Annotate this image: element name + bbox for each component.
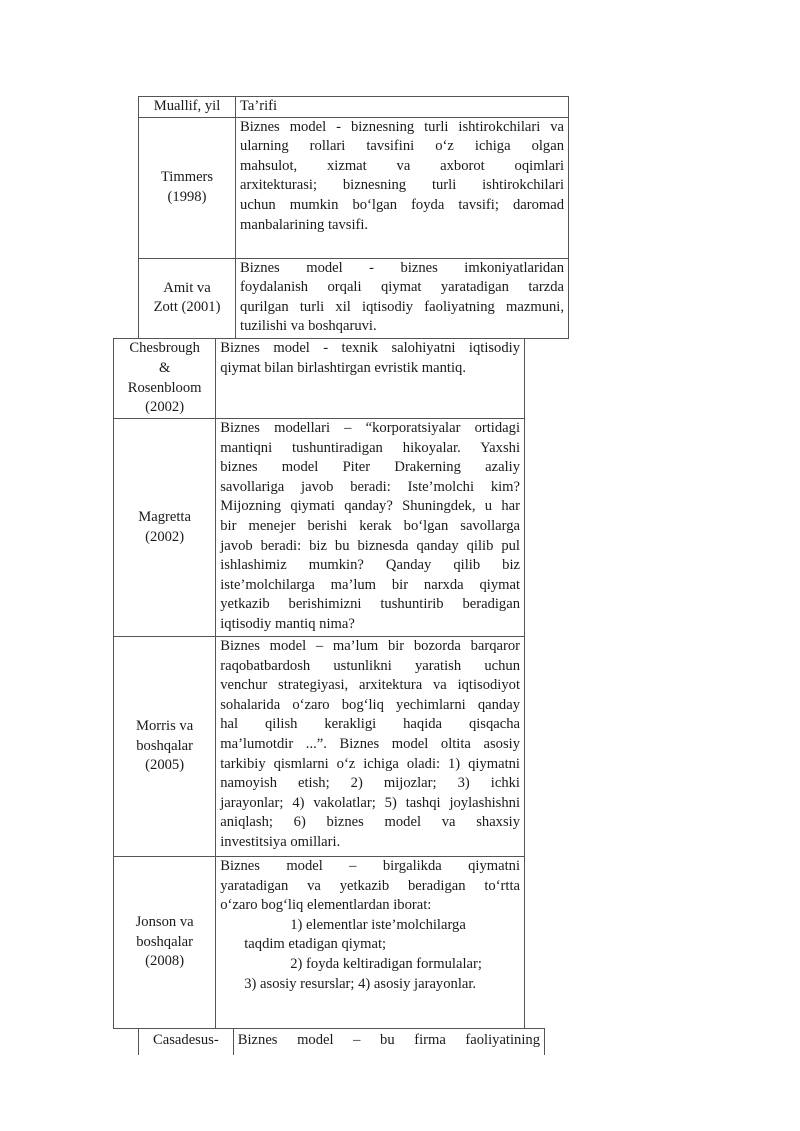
definition-line: hal qilish kerakligi haqida qisqacha bbox=[220, 716, 520, 733]
definition-line: ularning rollari tavsifini o‘z ichiga olgan bbox=[240, 138, 564, 155]
table-row bbox=[114, 637, 525, 857]
table-row bbox=[139, 258, 569, 338]
definition-cell bbox=[236, 258, 569, 338]
definition-cell bbox=[216, 419, 525, 637]
author-name: Morris va bbox=[136, 718, 194, 735]
definition-line: namoyish etish; 2) mijozlar; 3) ichki bbox=[220, 775, 520, 792]
definition-line: qurilgan turli xil iqtisodiy faoliyatning mazmuni, bbox=[240, 298, 564, 315]
definition-line: tuzilishi va boshqaruvi. bbox=[240, 318, 377, 335]
definition-cell bbox=[236, 117, 569, 258]
definition-line: iqtisodiy mantiq nima? bbox=[220, 615, 355, 632]
definition-line: venchur strategiyasi, arxitektura va iqtisodiyot bbox=[220, 677, 520, 694]
list-item: 1) elementlar iste’molchilarga bbox=[290, 916, 466, 933]
definition-line: savollariga javob beradi: Iste’molchi kim? bbox=[220, 478, 520, 495]
definition-line: yaratadigan va yetkazib beradigan to‘rtta bbox=[220, 877, 520, 894]
table-border-fragment bbox=[113, 1028, 138, 1054]
definition-line: ma’lumotdir ...”. Biznes model oltita asosiy bbox=[220, 735, 520, 752]
author-cell bbox=[139, 117, 236, 258]
definition-line: arxitekturasi; biznesning turli ishtirokchilari bbox=[240, 177, 564, 194]
definition-line: javob beradi: biz bu biznesda qanday qilib pul bbox=[220, 537, 520, 554]
table-row bbox=[114, 339, 525, 419]
definition-line: Biznes model – ma’lum bir bozorda barqaror bbox=[220, 638, 520, 654]
definition-line: o‘zaro bog‘liq elementlardan iborat: bbox=[220, 897, 432, 914]
definition-line: Biznes model – bu firma faoliyatining bbox=[237, 1032, 540, 1048]
author-cell bbox=[114, 637, 216, 857]
definitions-table-part-2 bbox=[113, 338, 525, 1029]
definition-line: manbalarining tavsifi. bbox=[240, 216, 369, 233]
definition-line: Biznes model - biznesning turli ishtirokchilari va bbox=[240, 118, 564, 135]
author-name: boshqalar bbox=[136, 737, 193, 754]
table-row bbox=[114, 857, 525, 1029]
author-name: Chesbrough bbox=[129, 340, 200, 357]
author-cell bbox=[114, 339, 216, 419]
author-name: Amit va bbox=[163, 279, 211, 296]
author-name: Timmers bbox=[160, 169, 214, 185]
definition-line: Biznes model - texnik salohiyatni iqtisodiy bbox=[220, 340, 520, 356]
header-author: Muallif, yil bbox=[139, 97, 236, 118]
definition-line: mahsulot, xizmat va axborot oqimlari bbox=[240, 157, 564, 174]
author-year: (2005) bbox=[145, 757, 185, 774]
definition-cell bbox=[216, 637, 525, 857]
table-row bbox=[139, 117, 569, 258]
definition-line: qiymat bilan birlashtirgan evristik mantiq. bbox=[220, 359, 466, 376]
table-row bbox=[114, 419, 525, 637]
definition-line: uchun mumkin bo‘lgan foyda tavsifi; daromad bbox=[240, 196, 564, 213]
definition-line: investitsiya omillari. bbox=[220, 833, 341, 850]
list-item: 3) asosiy resurslar; 4) asosiy jarayonlar. bbox=[244, 975, 477, 992]
definition-line: foydalanish orqali qiymat yaratadigan tarzda bbox=[240, 279, 564, 296]
author-year: (2008) bbox=[145, 953, 185, 970]
definition-line: Biznes modellari – “korporatsiyalar ortidagi bbox=[220, 420, 520, 436]
definition-line: Biznes model – birgalikda qiymatni bbox=[220, 858, 520, 874]
author-year: Zott (2001) bbox=[153, 299, 221, 316]
author-name: Casadesus- bbox=[153, 1032, 219, 1048]
definition-line: Mijozning qiymati qanday? Shuningdek, u har bbox=[220, 498, 520, 515]
definition-line: sohalarida o‘zaro bog‘liq yechimlarni qanday bbox=[220, 696, 520, 713]
definition-line: ishlashimiz mumkin? Qanday qilib biz bbox=[220, 557, 520, 574]
table-row bbox=[139, 1029, 545, 1055]
author-cell bbox=[139, 258, 236, 338]
author-name: Rosenbloom bbox=[127, 379, 202, 396]
table-header-row bbox=[139, 97, 569, 118]
definition-line: yetkazib berishimizni tushuntirib beradigan bbox=[220, 596, 520, 613]
definition-cell bbox=[233, 1029, 544, 1055]
definition-line: bir menejer berishi kerak bo‘lgan savollarga bbox=[220, 517, 520, 534]
definition-line: biznes model Piter Drakerning azaliy bbox=[220, 459, 520, 476]
author-year: (1998) bbox=[167, 188, 207, 205]
definition-line: Biznes model - biznes imkoniyatlaridan bbox=[240, 259, 564, 276]
author-year: (2002) bbox=[145, 399, 185, 416]
definitions-table-part-1 bbox=[138, 96, 569, 339]
list-item: 2) foyda keltiradigan formulalar; bbox=[290, 955, 482, 972]
definition-line: jarayonlar; 4) vakolatlar; 5) tashqi joylashishni bbox=[220, 794, 520, 811]
author-name: boshqalar bbox=[136, 933, 193, 950]
author-name: Jonson va bbox=[135, 914, 194, 931]
definition-line: iste’molchilarga ma’lum bir narxda qiymat bbox=[220, 576, 520, 593]
author-cell bbox=[114, 857, 216, 1029]
definition-cell bbox=[216, 339, 525, 419]
author-year: (2002) bbox=[145, 528, 185, 545]
list-item: taqdim etadigan qiymat; bbox=[244, 936, 387, 953]
author-name: Magretta bbox=[138, 508, 191, 525]
author-cell bbox=[139, 1029, 234, 1055]
definition-line: raqobatbardosh ustunlikni yaratish uchun bbox=[220, 657, 520, 674]
definition-cell bbox=[216, 857, 525, 1029]
definition-line: aniqlash; 6) biznes model va shaxsiy bbox=[220, 814, 520, 831]
author-name: & bbox=[158, 359, 171, 376]
definition-line: mantiqni tushuntiradigan hikoyalar. Yaxshi bbox=[220, 439, 520, 456]
header-definition: Ta’rifi bbox=[236, 97, 569, 118]
definitions-table-part-3 bbox=[138, 1028, 545, 1055]
author-cell bbox=[114, 419, 216, 637]
definition-line: tarkibiy qismlarni o‘z ichiga oladi: 1) qiymatni bbox=[220, 755, 520, 772]
